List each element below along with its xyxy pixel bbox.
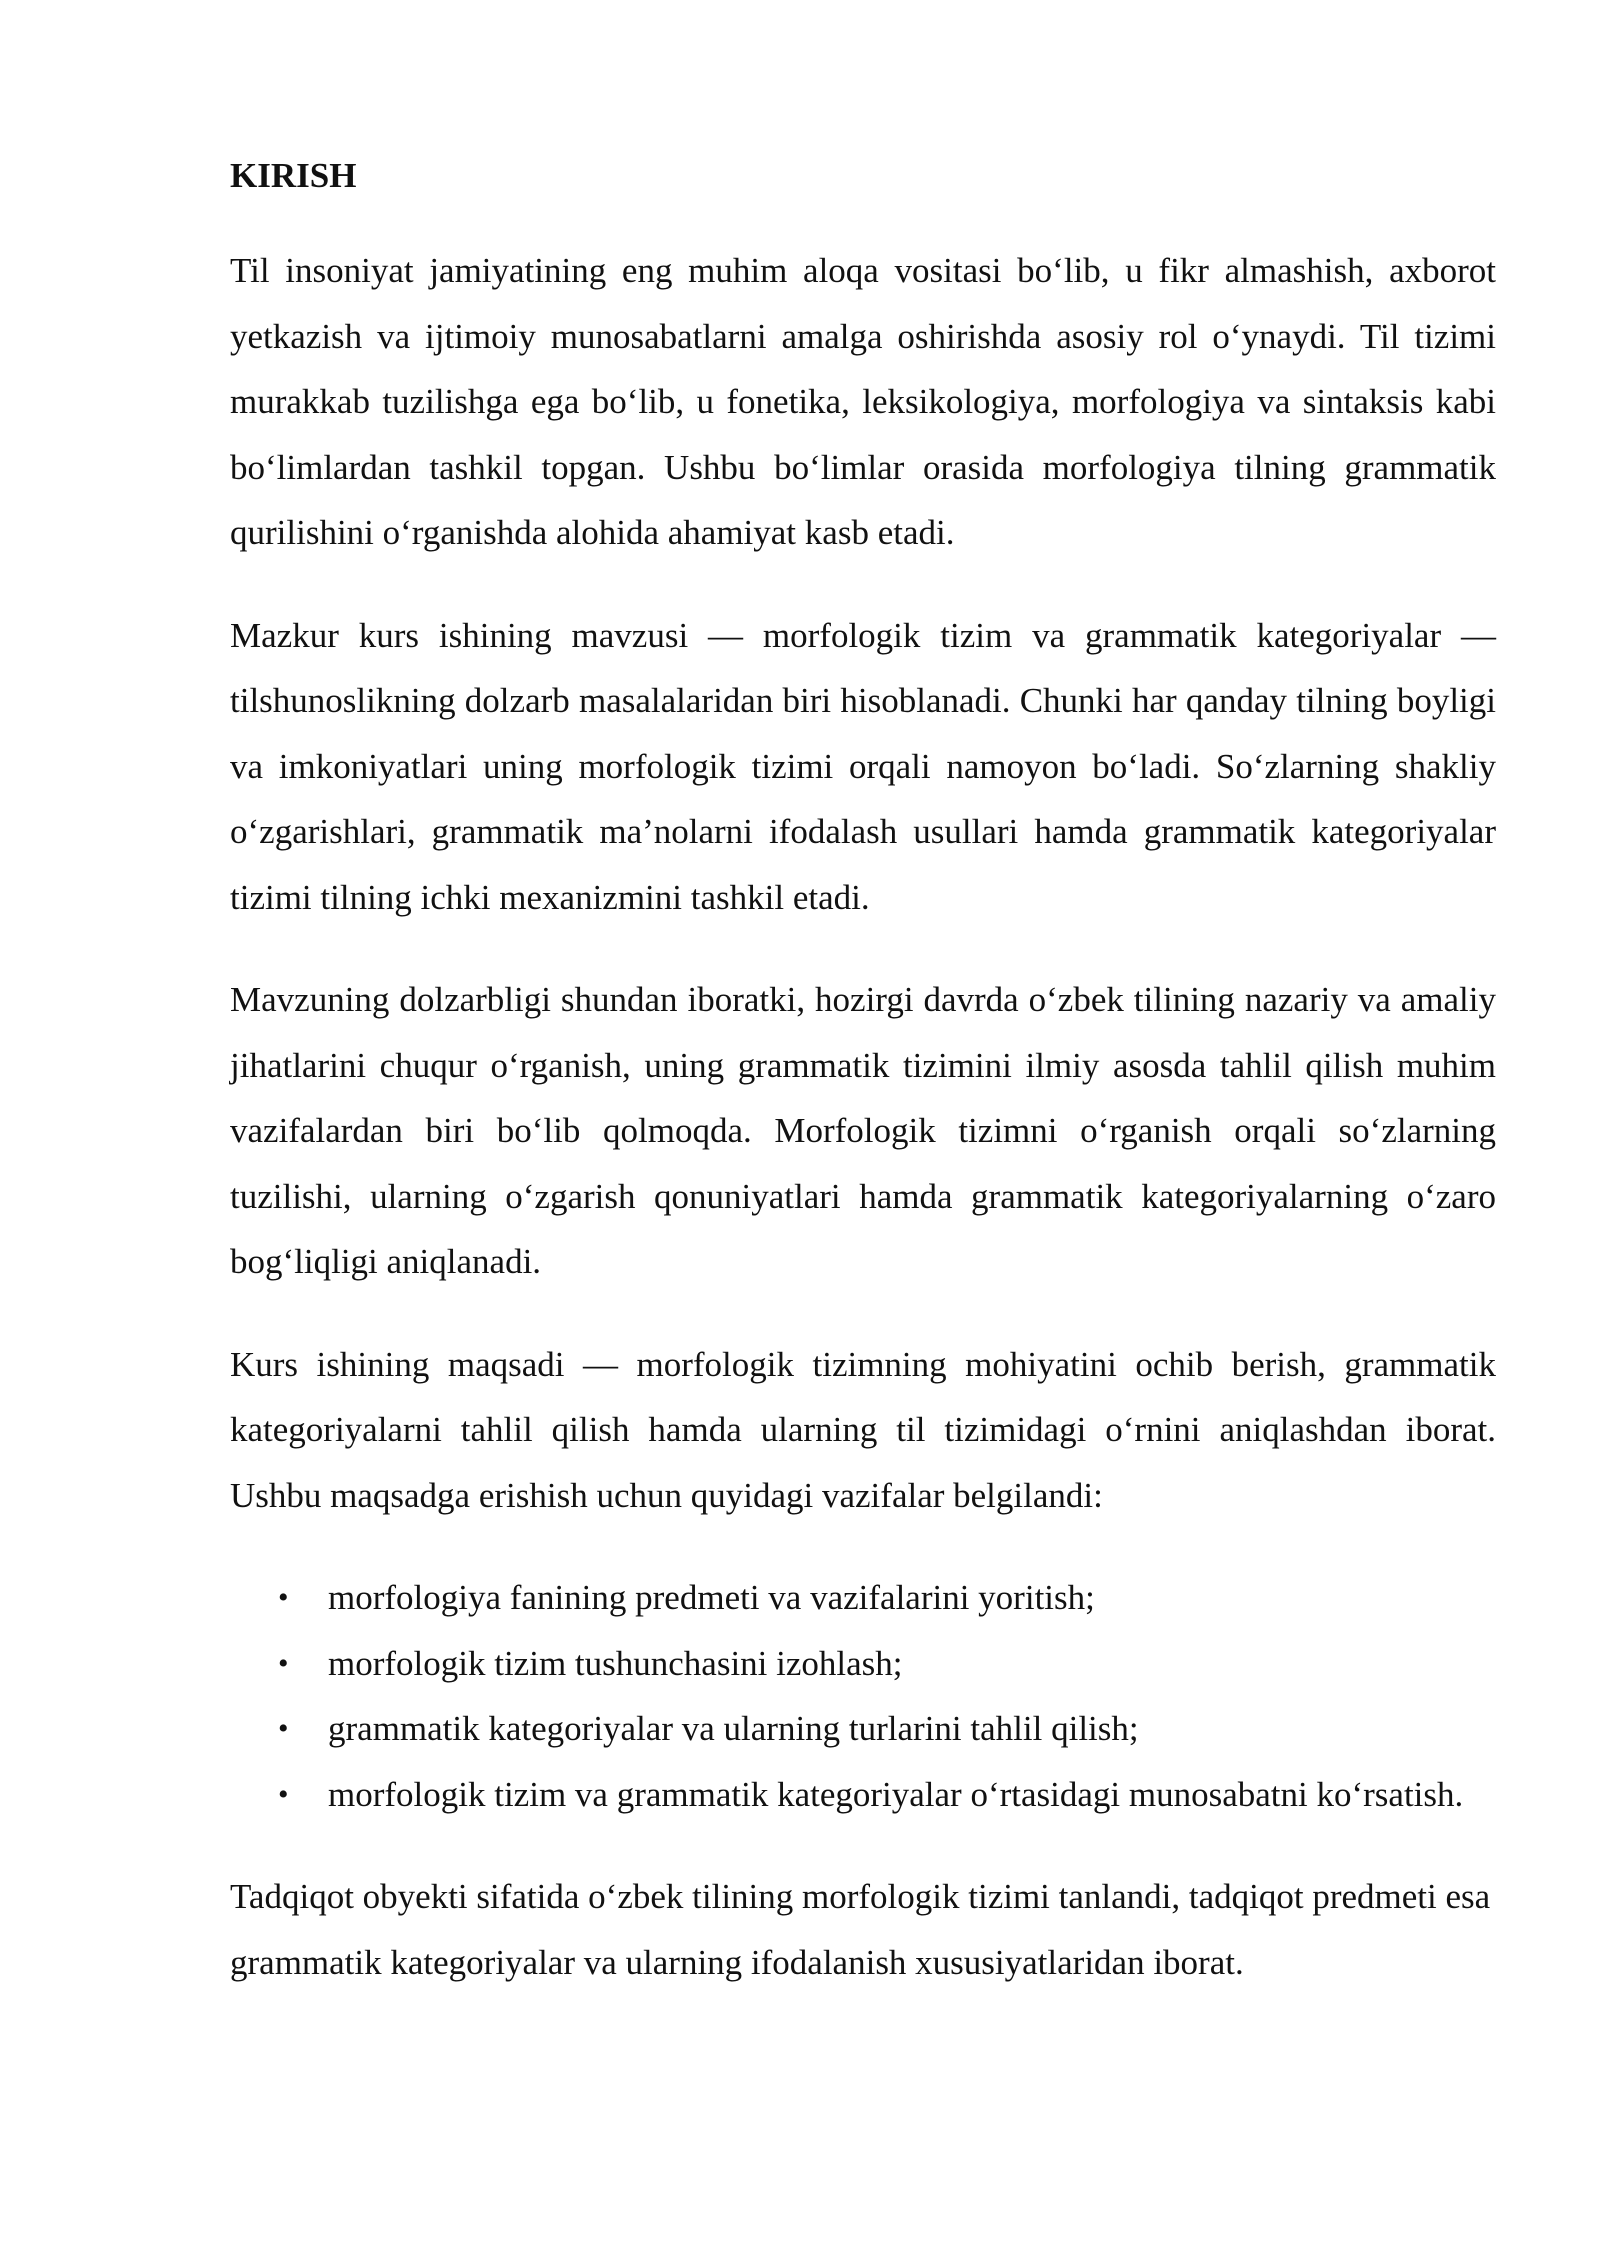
list-item	[230, 1565, 1496, 1631]
bullet-icon: •	[278, 1646, 289, 1680]
paragraph-intro: Til insoniyat jamiyatining eng muhim aloqa vositasi bo‘lib, u fikr almashish, axborot yetkazish va ijtimoiy munosabatlarni amalga oshirishda asosiy rol o‘ynaydi. Til tizimi murakkab tuzilishga ega bo‘lib, u fonetika, leksikologiya, morfologiya va sintaksis kabi bo‘limlardan tashkil topgan. Ushbu bo‘limlar orasida morfologiya tilning grammatik qurilishini o‘rganishda alohida ahamiyat kasb etadi.	[230, 251, 1496, 552]
paragraph-relevance: Mavzuning dolzarbligi shundan iboratki, hozirgi davrda o‘zbek tilining nazariy va amaliy jihatlarini chuqur o‘rganish, uning grammatik tizimini ilmiy asosda tahlil qilish muhim vazifalardan biri bo‘lib qolmoqda. Morfologik tizimni o‘rganish orqali so‘zlarning tuzilishi, ularning o‘zgarish qonuniyatlari hamda grammatik kategoriyalarning o‘zaro bog‘liqligi aniqlanadi.	[230, 980, 1496, 1281]
list-item-text: grammatik kategoriyalar va ularning turlarini tahlil qilish;	[328, 1709, 1139, 1748]
list-item	[230, 1631, 1496, 1697]
bullet-icon: •	[278, 1777, 289, 1811]
section-heading: KIRISH	[230, 156, 357, 195]
list-item-text: morfologiya fanining predmeti va vazifalarini yoritish;	[328, 1578, 1095, 1617]
bullet-icon: •	[278, 1712, 289, 1745]
task-list	[230, 1565, 1496, 1827]
bullet-icon: •	[278, 1581, 289, 1614]
list-item-text: morfologik tizim va grammatik kategoriyalar o‘rtasidagi munosabatni ko‘rsatish.	[328, 1774, 1464, 1814]
paragraph-object: Tadqiqot obyekti sifatida o‘zbek tilining morfologik tizimi tanlandi, tadqiqot predmeti esa grammatik kategoriyalar va ularning ifodalanish xususiyatlaridan iborat.	[230, 1877, 1491, 1982]
paragraph-topic: Mazkur kurs ishining mavzusi — morfologik tizim va grammatik kategoriyalar — tilshunoslikning dolzarb masalalaridan biri hisoblanadi. Chunki har qanday tilning boyligi va imkoniyatlari uning morfologik tizimi orqali namoyon bo‘ladi. So‘zlarning shakliy o‘zgarishlari, grammatik ma’nolarni ifodalash usullari hamda grammatik kategoriyalar tizimi tilning ichki mexanizmini tashkil etadi.	[230, 615, 1496, 917]
document-body	[230, 150, 1496, 2032]
paragraph-goal: Kurs ishining maqsadi — morfologik tizimning mohiyatini ochib berish, grammatik kategoriyalarni tahlil qilish hamda ularning til tizimidagi o‘rnini aniqlashdan iborat. Ushbu maqsadga erishish uchun quyidagi vazifalar belgilandi:	[230, 1344, 1496, 1515]
list-item	[230, 1696, 1496, 1762]
list-item-text: morfologik tizim tushunchasini izohlash;	[328, 1643, 903, 1683]
list-item	[230, 1762, 1496, 1828]
